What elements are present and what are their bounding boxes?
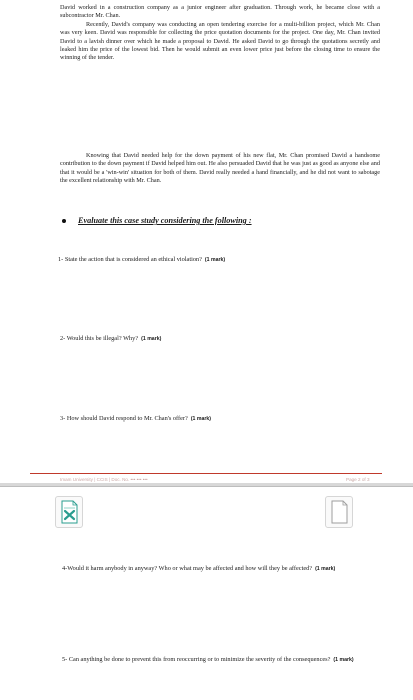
spreadsheet-thumbnail-icon <box>56 497 82 527</box>
question-2-mark: (1 mark) <box>141 336 162 342</box>
case-paragraph-1: David worked in a construction company as a junior engineer after graduation. Through work, he became close with a subcontractor Mr. Chan. <box>60 4 380 20</box>
pdf-thumbnail[interactable] <box>325 496 353 528</box>
question-1-text: 1- State the action that is considered an ethical violation? <box>58 256 202 263</box>
question-5 <box>62 656 372 665</box>
question-4-text: 4-Would it harm anybody in anyway? Who or what may be affected and how will they be affected? <box>62 565 313 572</box>
question-3-text: 3- How should David respond to Mr. Chan's offer? <box>60 415 188 422</box>
question-5-mark: (1 mark) <box>333 657 354 663</box>
question-5-text: 5- Can anything be done to prevent this from reoccurring or to minimize the severity of the consequences? <box>62 656 331 663</box>
bullet-icon <box>62 219 66 223</box>
question-1 <box>58 256 368 265</box>
question-4 <box>62 565 372 574</box>
case-paragraph-2: Recently, David's company was conducting an open tendering exercise for a multi-billion project, which Mr. Chan was very keen. David was responsible for collecting the price quotation documents for the project. One day, Mr. Chan invited David to a lavish dinner over which he made a proposal to David. He asked David to go through the quotations secretly and leaked him the price of the lowest bid. Then he would submit an even lower price just before the closing time to ensure the winning of the tender. <box>60 21 380 62</box>
case-paragraph-3: Knowing that David needed help for the down payment of his new flat, Mr. Chan promised David a handsome contribution to the down payment if David helped him out. He also persuaded David that he was just as good as anyone else and that it would be a 'win-win' situation for both of them. David really needed a hand financially, and he did not want to sabotage the excellent relationship with Mr. Chan. <box>60 152 380 184</box>
question-3 <box>60 415 370 424</box>
instruction-text: Evaluate this case study considering the following : <box>78 216 252 225</box>
pdf-thumbnail-icon <box>326 497 352 527</box>
footer-page-number: Page 2 of 3 <box>346 477 370 482</box>
spreadsheet-thumbnail[interactable] <box>55 496 83 528</box>
question-3-mark: (1 mark) <box>190 416 212 422</box>
question-2 <box>60 335 370 344</box>
instruction-heading <box>62 216 252 225</box>
question-4-mark: (1 mark) <box>315 566 336 572</box>
question-2-text: 2- Would this be illegal? Why? <box>60 335 139 342</box>
footer-divider <box>30 473 382 474</box>
footer-left-text: Imam University | CCIS | Doc. No. ••• ••• ••• <box>60 477 148 482</box>
question-1-mark: (1 mark) <box>204 257 226 263</box>
